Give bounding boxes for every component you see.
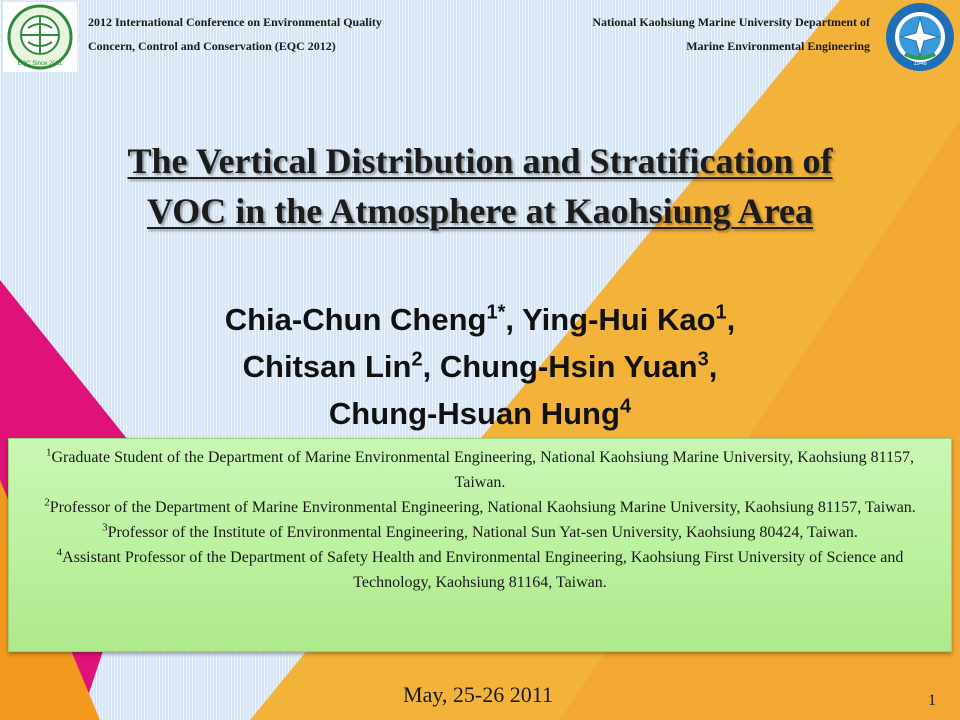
affiliation-item [23, 545, 937, 595]
author-line1 [40, 296, 920, 343]
affiliation-item [23, 520, 937, 545]
author-name: Ying-Hui Kao [522, 302, 716, 337]
affiliation-text: Assistant Professor of the Department of Safety Health and Environmental Engineering, Kaohsiung First University of Science and Technology, Kaohsiung 81164, Taiwan. [62, 549, 904, 591]
author-name: Chung-Hsuan Hung [328, 396, 620, 431]
author-mark: 1* [486, 301, 506, 324]
author-name: Chung-Hsin Yuan [439, 349, 698, 384]
author-mark: 2 [411, 348, 423, 371]
affiliation-text: Graduate Student of the Department of Marine Environmental Engineering, National Kaohsiung Marine University, Kaohsiung 81157, Taiwan. [51, 449, 915, 491]
slide-number: 1 [928, 692, 936, 709]
author-separator: , [708, 349, 718, 384]
author-separator: , [726, 302, 736, 337]
affiliation-mark: 4 [56, 546, 63, 559]
slide-title [40, 136, 920, 236]
affiliation-text: Professor of the Department of Marine Environmental Engineering, National Kaohsiung Marine University, Kaohsiung 81157, Taiwan. [49, 499, 916, 516]
department-header [450, 10, 870, 58]
conference-header [88, 10, 508, 58]
author-name: Chitsan Lin [242, 349, 412, 384]
affiliation-text: Professor of the Institute of Environmental Engineering, National Sun Yat-sen University, Kaohsiung 80424, Taiwan. [107, 524, 858, 541]
department-name-line1: National Kaohsiung Marine University Department of [592, 15, 870, 29]
affiliation-item [23, 495, 937, 520]
author-mark: 3 [697, 348, 709, 371]
title-line1: The Vertical Distribution and Stratification of [127, 141, 833, 181]
affiliations-box [8, 438, 952, 652]
conference-name-line1: 2012 International Conference on Environmental Quality [88, 15, 382, 29]
author-separator: , [422, 349, 440, 384]
author-line3 [40, 390, 920, 437]
svg-text:1946: 1946 [913, 61, 927, 67]
author-mark: 4 [619, 395, 632, 418]
department-name-line2: Marine Environmental Engineering [686, 39, 870, 53]
university-seal-logo [883, 2, 957, 72]
affiliation-mark: 2 [44, 496, 50, 509]
affiliation-mark: 3 [102, 521, 108, 534]
eqc-logo [3, 2, 77, 72]
author-mark: 1 [715, 301, 727, 324]
affiliation-item [23, 445, 937, 495]
author-name: Chia-Chun Cheng [224, 302, 487, 337]
author-line2 [40, 343, 920, 390]
author-list [40, 296, 920, 437]
title-line2: VOC in the Atmosphere at Kaohsiung Area [147, 191, 813, 231]
author-separator: , [505, 302, 523, 337]
affiliation-mark: 1 [45, 446, 52, 459]
presentation-date: May, 25-26 2011 [403, 682, 553, 707]
conference-name-line2: Concern, Control and Conservation (EQC 2012) [88, 39, 336, 53]
svg-text:EQC Since 2001: EQC Since 2001 [17, 61, 63, 67]
